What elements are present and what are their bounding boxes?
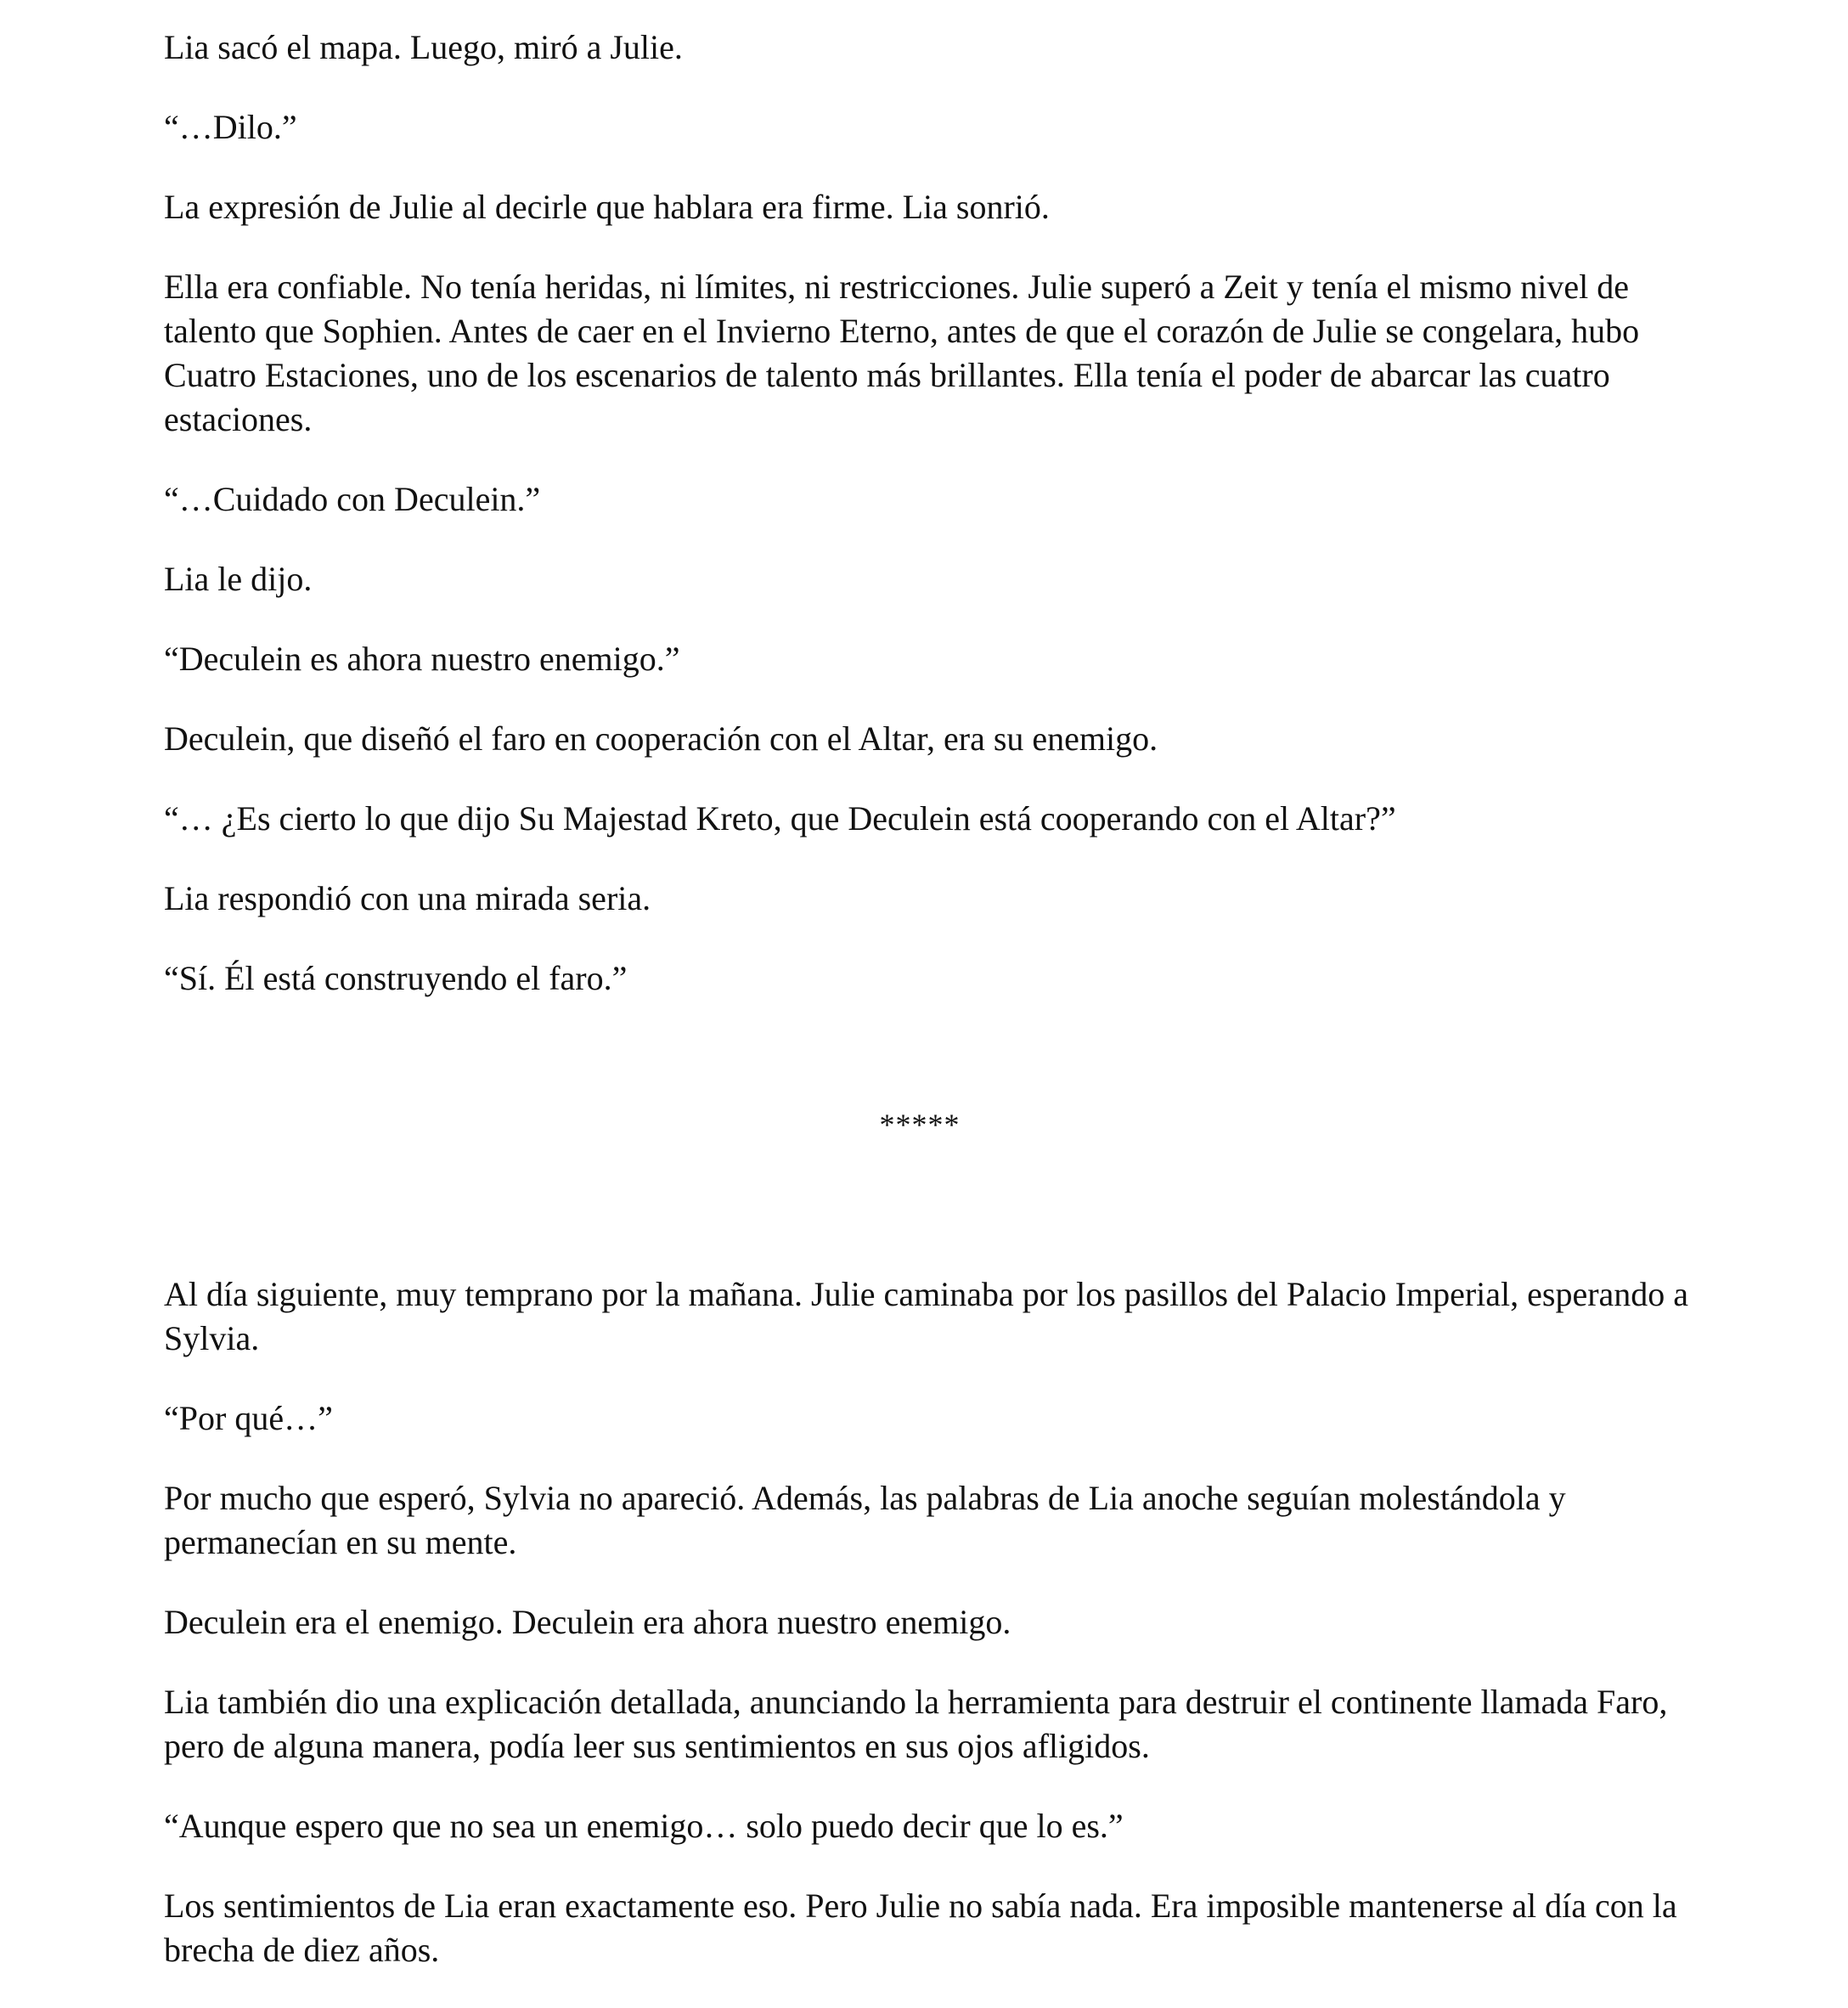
paragraph: “…Cuidado con Deculein.”	[164, 480, 541, 518]
paragraph: Lia le dijo.	[164, 560, 313, 598]
paragraph: Los sentimientos de Lia eran exactamente eso. Pero Julie no sabía nada. Era imposible mantenerse al día con la brecha de diez años.	[164, 1887, 1677, 1969]
paragraph: Ella era confiable. No tenía heridas, ni límites, ni restricciones. Julie superó a Zeit y tenía el mismo nivel de talento que Sophien. Antes de caer en el Invierno Eterno, antes de que el corazón de Julie se congelara, hubo Cuatro Estaciones, uno de los escenarios de talento más brillantes. Ella tenía el poder de abarcar las cuatro estaciones.	[164, 268, 1640, 438]
paragraph: Al día siguiente, muy temprano por la mañana. Julie caminaba por los pasillos del Palacio Imperial, esperando a Sylvia.	[164, 1275, 1689, 1357]
paragraph: “…Dilo.”	[164, 108, 297, 146]
paragraph: “… ¿Es cierto lo que dijo Su Majestad Kreto, que Deculein está cooperando con el Altar?”	[164, 799, 1396, 838]
paragraph: “Deculein es ahora nuestro enemigo.”	[164, 640, 680, 678]
paragraph: Por mucho que esperó, Sylvia no apareció. Además, las palabras de Lia anoche seguían molestándola y permanecían en su mente.	[164, 1479, 1566, 1561]
paragraph: Lia sacó el mapa. Luego, miró a Julie.	[164, 28, 683, 66]
paragraph: Lia respondió con una mirada seria.	[164, 879, 651, 917]
paragraph: Lia también dio una explicación detallada, anunciando la herramienta para destruir el continente llamada Faro, pero de alguna manera, podía leer sus sentimientos en sus ojos afligidos.	[164, 1683, 1668, 1765]
paragraph: “Sí. Él está construyendo el faro.”	[164, 959, 628, 997]
document-page	[164, 25, 1693, 2008]
paragraph: Deculein era el enemigo. Deculein era ahora nuestro enemigo.	[164, 1603, 1011, 1641]
paragraph: “Por qué…”	[164, 1399, 333, 1437]
scene-separator: *****	[879, 1108, 961, 1142]
paragraph: La expresión de Julie al decirle que hablara era firme. Lia sonrió.	[164, 188, 1050, 226]
paragraph: Deculein, que diseñó el faro en cooperación con el Altar, era su enemigo.	[164, 719, 1158, 758]
paragraph: “Aunque espero que no sea un enemigo… solo puedo decir que lo es.”	[164, 1807, 1124, 1845]
